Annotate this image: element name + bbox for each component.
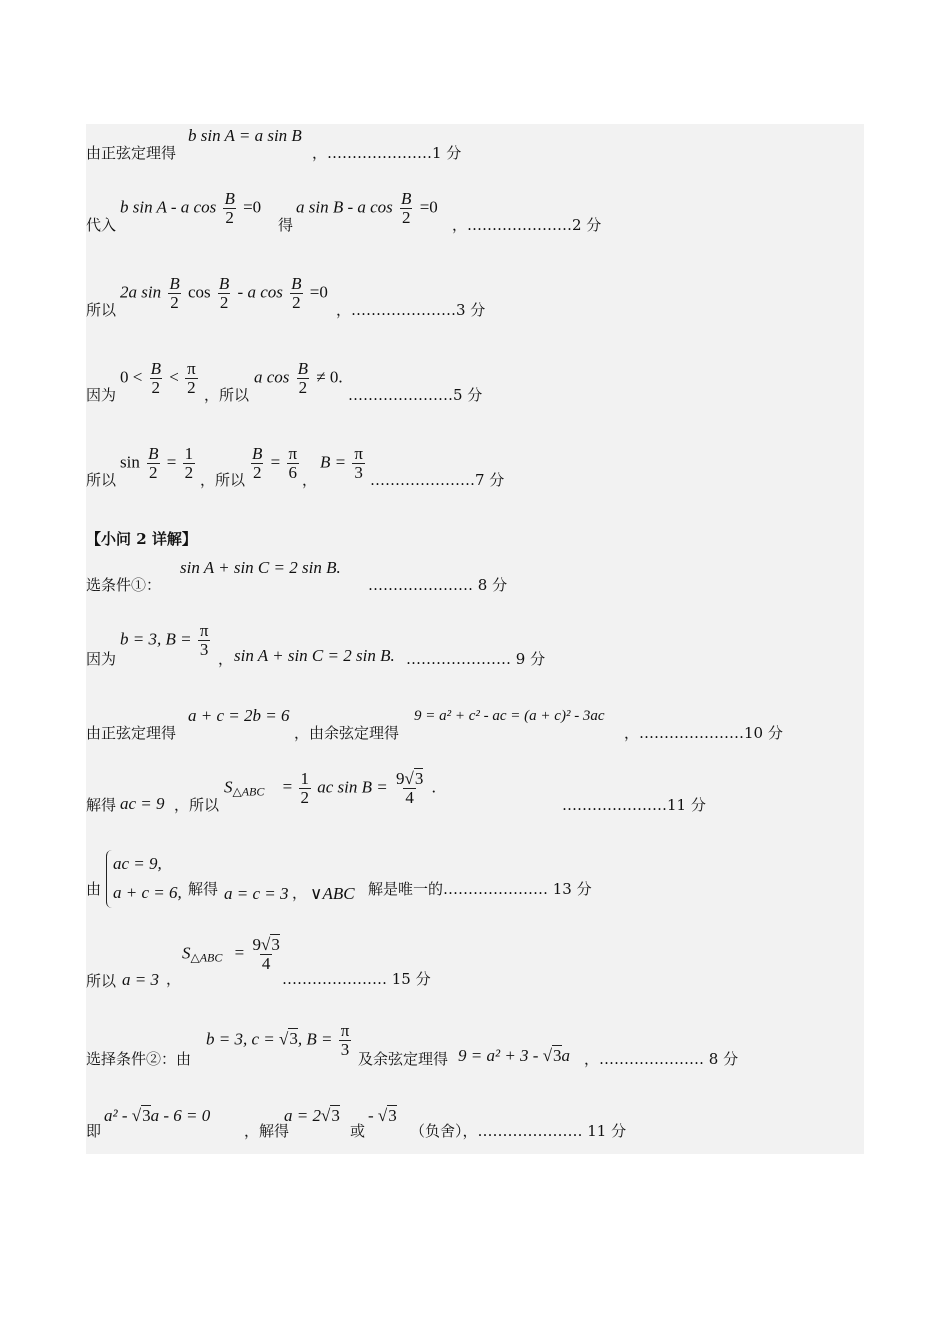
line-11-mid: 解得 — [188, 880, 219, 898]
line-7-formula: sin A + sin C = 2 sin B. — [180, 558, 341, 577]
line-1-score: ，…………………1 分 — [312, 144, 462, 162]
line-8-prefix: 因为 — [86, 650, 117, 668]
line-13-score: ，………………… 8 分 — [584, 1050, 739, 1068]
line-10-score: …………………11 分 — [562, 796, 706, 814]
line-11-formula-1: a = c = 3 — [224, 884, 289, 903]
line-11 — [86, 844, 864, 914]
line-11-triangle: ∨ABC — [310, 884, 355, 903]
line-5-formula-2: $\frac{B}{2}$ = $\frac{\pi}{6}$ — [252, 444, 298, 482]
line-14-prefix: 即 — [86, 1122, 102, 1140]
line-1-prefix: 由正弦定理得 — [86, 144, 177, 162]
line-11-comma: ， — [292, 884, 308, 902]
line-10-mid: ，所以 — [174, 796, 220, 814]
line-4-inequality: 0 < $\frac{B}{2}$ < $\frac{\pi}{2}$ — [120, 359, 196, 397]
line-12-formula-1: a = 3 — [122, 970, 159, 989]
line-7 — [86, 552, 864, 602]
line-5-comma: ， — [302, 471, 318, 489]
line-12-comma: ， — [166, 970, 182, 988]
line-9-mid: ，由余弦定理得 — [294, 724, 400, 742]
line-4-score: …………………5 分 — [348, 386, 483, 404]
line-2 — [86, 182, 864, 252]
line-2-mid: 得 — [278, 216, 294, 234]
line-14-formula-3: - √3 — [368, 1106, 397, 1125]
line-5-formula-3: B = $\frac{\pi}{3}$ — [320, 444, 363, 482]
line-10-prefix: 解得 — [86, 796, 117, 814]
line-12-formula-2: S△ABC = $\frac{9√3}{4}$ — [182, 935, 280, 973]
line-5-score: …………………7 分 — [370, 471, 505, 489]
line-13-mid: 及余弦定理得 — [358, 1050, 449, 1068]
line-12 — [86, 930, 864, 994]
line-13-formula-2: 9 = a² + 3 - √3a — [458, 1046, 571, 1065]
line-8-formula-1: b = 3, B = $\frac{\pi}{3}$ — [120, 621, 209, 659]
section-heading: 【小问 2 详解】 — [86, 530, 197, 548]
line-2-score: ，…………………2 分 — [452, 216, 602, 234]
line-14-score: （负舍），………………… 11 分 — [410, 1122, 627, 1140]
line-8-mid: ， — [218, 650, 234, 668]
line-10-formula-1: ac = 9 — [120, 794, 165, 813]
line-4 — [86, 352, 864, 422]
line-11-system: ac = 9, a + c = 6, — [106, 850, 182, 908]
line-9-formula-2: 9 = a² + c² - ac = (a + c)² - 3ac — [414, 708, 605, 724]
line-4-mid: ，所以 — [204, 386, 250, 404]
line-2-formula-2: a sin B - a cos $\frac{B}{2}$ =0 — [296, 189, 438, 227]
line-14-or: 或 — [350, 1122, 366, 1140]
line-4-prefix: 因为 — [86, 386, 117, 404]
line-5-prefix: 所以 — [86, 471, 117, 489]
line-8 — [86, 612, 864, 682]
line-3-score: ，…………………3 分 — [336, 301, 486, 319]
line-10 — [86, 764, 864, 826]
line-7-prefix: 选条件①： — [86, 576, 162, 594]
line-9-score: ，…………………10 分 — [624, 724, 783, 742]
line-14-formula-1: a² - √3a - 6 = 0 — [104, 1106, 211, 1125]
line-9-prefix: 由正弦定理得 — [86, 724, 177, 742]
line-4-formula: a cos $\frac{B}{2}$ ≠ 0. — [254, 359, 343, 397]
line-13-prefix: 选择条件②：由 — [86, 1050, 192, 1068]
line-13 — [86, 1014, 864, 1074]
line-10-formula-2: S△ABC = $\frac{1}{2}$ ac sin B = $\frac{9√3}{4}$ . — [224, 769, 436, 807]
line-5-formula-1: sin $\frac{B}{2}$ = $\frac{1}{2}$ — [120, 444, 194, 482]
line-9-formula-1: a + c = 2b = 6 — [188, 706, 290, 725]
line-12-prefix: 所以 — [86, 972, 117, 990]
line-13-formula-1: b = 3, c = √3, B = $\frac{\pi}{3}$ — [206, 1021, 350, 1059]
line-11-prefix: 由 — [86, 880, 102, 898]
line-1-formula: b sin A = a sin B — [188, 126, 302, 145]
line-3-formula: 2a sin $\frac{B}{2}$ cos $\frac{B}{2}$ - a cos $\frac{B}{2}$ =0 — [120, 274, 328, 312]
line-3 — [86, 267, 864, 337]
line-9 — [86, 702, 864, 752]
line-3-prefix: 所以 — [86, 301, 117, 319]
line-14 — [86, 1090, 864, 1146]
line-2-formula-1: b sin A - a cos $\frac{B}{2}$ =0 — [120, 189, 262, 227]
line-6 — [86, 522, 864, 552]
line-12-score: ………………… 15 分 — [282, 970, 431, 988]
line-11-score: 解是唯一的………………… 13 分 — [368, 880, 592, 898]
line-7-score: ………………… 8 分 — [368, 576, 508, 594]
solution-panel — [86, 124, 864, 1154]
line-14-mid: ，解得 — [244, 1122, 290, 1140]
line-8-score: ………………… 9 分 — [406, 650, 546, 668]
line-8-formula-2: sin A + sin C = 2 sin B. — [234, 646, 395, 665]
line-5-mid: ，所以 — [200, 471, 246, 489]
line-5 — [86, 437, 864, 507]
line-2-prefix: 代入 — [86, 216, 117, 234]
line-14-formula-2: a = 2√3 — [284, 1106, 340, 1125]
